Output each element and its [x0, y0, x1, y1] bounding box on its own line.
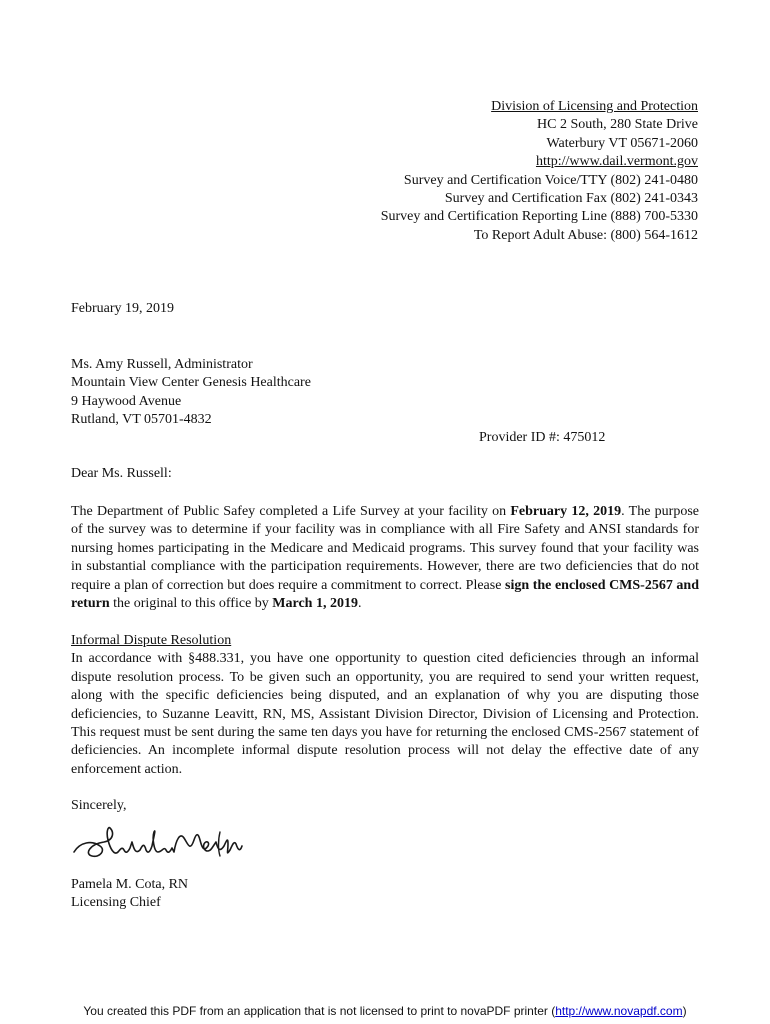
- letterhead: [381, 98, 698, 245]
- footer-text-end: ): [682, 1004, 687, 1018]
- signer-block: [71, 876, 188, 913]
- survey-results-paragraph: [71, 503, 699, 613]
- paragraph1-text-2: . The purpose of the survey was to determine if your facility was in compliance with all Fire Safety and ANSI standards for nursing homes participating in the Medicare and Medicaid programs. This survey found that your facility was in substantial compliance with the participation requirements. However, there are two deficiencies that do not require a plan of correction but does require a commitment to correct. Please: [71, 504, 699, 593]
- recipient-city: Rutland, VT 05701-4832: [71, 412, 212, 428]
- return-instruction: sign the enclosed CMS-2567 and return: [71, 577, 699, 612]
- letter-date: February 19, 2019: [71, 301, 175, 316]
- abuse-report-line: To Report Adult Abuse: (800) 564-1612: [473, 227, 698, 243]
- dispute-resolution-paragraph: [71, 632, 699, 779]
- recipient-organization: Mountain View Center Genesis Healthcare: [71, 375, 311, 391]
- return-deadline: March 1, 2019: [272, 596, 358, 612]
- voice-phone-line: Survey and Certification Voice/TTY (802) 241-0480: [403, 172, 698, 188]
- provider-id: Provider ID #: 475012: [479, 430, 606, 445]
- dispute-resolution-heading: Informal Dispute Resolution: [71, 633, 232, 648]
- fax-line: Survey and Certification Fax (802) 241-0343: [444, 191, 698, 207]
- division-name: Division of Licensing and Protection: [491, 99, 698, 114]
- dispute-resolution-body: In accordance with §488.331, you have one opportunity to question cited deficiencies through an informal dispute resolution process. To be given such an opportunity, you are required to send your written request, along with the specific deficiencies being disputed, and an explanation of why you are disputing those deficiencies, to Suzanne Leavitt, RN, MS, Assistant Division Director, Division of Licensing and Protection. This request must be sent during the same ten days you have for returning the enclosed CMS-2567 statement of deficiencies. An incomplete informal dispute resolution process will not delay the effective date of any enforcement action.: [71, 651, 699, 777]
- paragraph1-text-3: the original to this office by: [109, 596, 273, 612]
- signer-name: Pamela M. Cota, RN: [71, 877, 189, 892]
- reporting-line: Survey and Certification Reporting Line (888) 700-5330: [380, 209, 698, 225]
- website-link[interactable]: http://www.dail.vermont.gov: [535, 154, 698, 170]
- handwritten-signature: [70, 822, 245, 872]
- novapdf-link[interactable]: http://www.novapdf.com: [555, 1004, 683, 1018]
- recipient-street: 9 Haywood Avenue: [71, 393, 182, 409]
- salutation: Dear Ms. Russell:: [71, 466, 172, 481]
- paragraph1-text-1: The Department of Public Safey completed a Life Survey at your facility on: [71, 504, 511, 519]
- recipient-address: [71, 356, 311, 430]
- signer-title: Licensing Chief: [71, 895, 161, 911]
- letterhead-address-line-1: HC 2 South, 280 State Drive: [537, 117, 698, 133]
- closing: Sincerely,: [71, 798, 127, 813]
- footer-text: You created this PDF from an application that is not licensed to print to novaPDF printer (: [83, 1004, 556, 1018]
- pdf-printer-footer: [0, 1004, 770, 1018]
- letterhead-address-line-2: Waterbury VT 05671-2060: [546, 135, 698, 151]
- survey-date: February 12, 2019: [510, 504, 622, 519]
- paragraph1-text-4: .: [357, 596, 362, 612]
- recipient-name: Ms. Amy Russell, Administrator: [71, 357, 253, 372]
